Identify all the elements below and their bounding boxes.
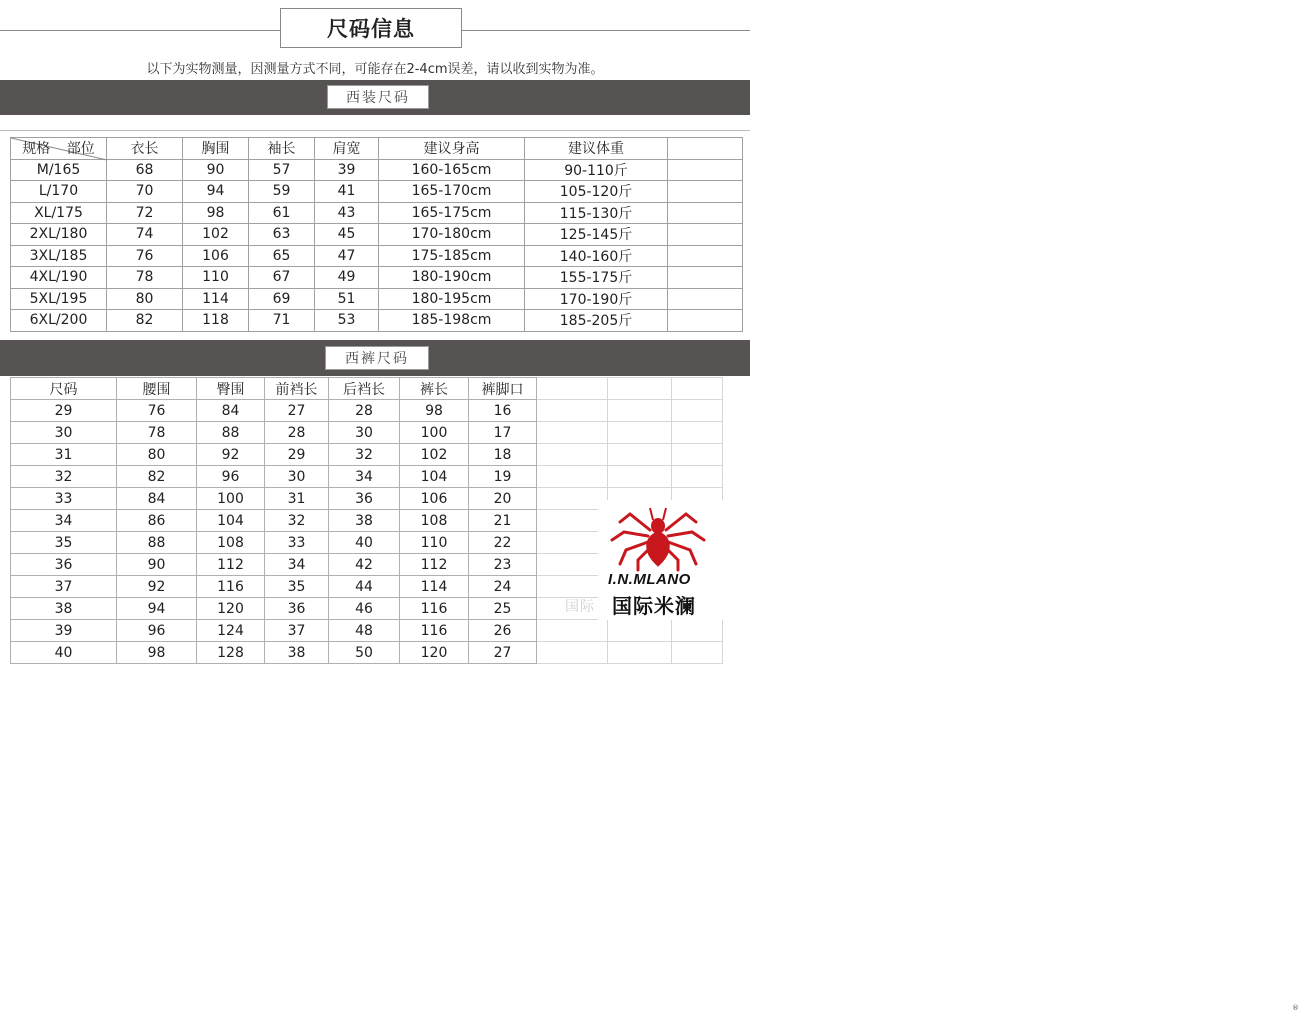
empty-cell bbox=[537, 488, 608, 510]
header-spec: 规格 bbox=[22, 141, 51, 158]
table-cell: 16 bbox=[469, 400, 537, 422]
table-row bbox=[11, 181, 743, 203]
table-cell: 69 bbox=[249, 288, 315, 310]
table-row bbox=[11, 245, 743, 267]
empty-cell bbox=[608, 400, 672, 422]
table-row bbox=[11, 642, 723, 664]
table-cell: 98 bbox=[117, 642, 197, 664]
table-cell: 124 bbox=[197, 620, 265, 642]
table-cell: 110 bbox=[183, 267, 249, 289]
table-cell: 29 bbox=[11, 400, 117, 422]
table-cell: 106 bbox=[183, 245, 249, 267]
table-cell: 94 bbox=[117, 598, 197, 620]
table-cell: 185-205斤 bbox=[525, 310, 668, 332]
table-cell: 165-170cm bbox=[379, 181, 525, 203]
table-cell: 30 bbox=[265, 466, 329, 488]
table-cell: 34 bbox=[11, 510, 117, 532]
header-height: 建议身高 bbox=[379, 138, 525, 160]
header-shoulder: 肩宽 bbox=[315, 138, 379, 160]
table-header-row bbox=[11, 378, 723, 400]
table-cell: 90 bbox=[117, 554, 197, 576]
empty-cell bbox=[537, 444, 608, 466]
empty-cell bbox=[672, 422, 723, 444]
empty-cell bbox=[537, 576, 608, 598]
table-cell: 92 bbox=[197, 444, 265, 466]
table-cell: 70 bbox=[107, 181, 183, 203]
empty-cell bbox=[672, 642, 723, 664]
empty-cell bbox=[608, 378, 672, 400]
table-cell: 84 bbox=[117, 488, 197, 510]
table-cell: 104 bbox=[197, 510, 265, 532]
table-cell: 53 bbox=[315, 310, 379, 332]
table-cell: 28 bbox=[329, 400, 400, 422]
table-cell: 5XL/195 bbox=[11, 288, 107, 310]
table-cell: 86 bbox=[117, 510, 197, 532]
table-cell: 116 bbox=[400, 620, 469, 642]
table-cell: 34 bbox=[265, 554, 329, 576]
table-cell: 116 bbox=[197, 576, 265, 598]
title-divider-right bbox=[462, 30, 750, 31]
header-hip: 臀围 bbox=[197, 378, 265, 400]
brand-name-cn: 国际米澜 bbox=[612, 594, 696, 618]
table-cell: 104 bbox=[400, 466, 469, 488]
table-cell: 100 bbox=[400, 422, 469, 444]
table-cell: 33 bbox=[265, 532, 329, 554]
table-cell: 22 bbox=[469, 532, 537, 554]
table-cell: 82 bbox=[117, 466, 197, 488]
table-cell: 98 bbox=[400, 400, 469, 422]
table-cell: 31 bbox=[11, 444, 117, 466]
table-cell: 36 bbox=[329, 488, 400, 510]
empty-cell bbox=[672, 444, 723, 466]
table-cell: 90-110斤 bbox=[525, 159, 668, 181]
table-cell: 106 bbox=[400, 488, 469, 510]
measurement-note: 以下为实物测量，因测量方式不同，可能存在2-4cm误差，请以收到实物为准。 bbox=[146, 62, 604, 77]
table-cell: 32 bbox=[329, 444, 400, 466]
table-cell: 28 bbox=[265, 422, 329, 444]
header-front-rise: 前裆长 bbox=[265, 378, 329, 400]
spider-logo-icon bbox=[598, 500, 723, 572]
table-cell: 185-198cm bbox=[379, 310, 525, 332]
table-cell: 27 bbox=[265, 400, 329, 422]
empty-cell bbox=[537, 400, 608, 422]
table-cell: 82 bbox=[107, 310, 183, 332]
table-cell: 39 bbox=[315, 159, 379, 181]
table-row bbox=[11, 422, 723, 444]
table-row bbox=[11, 267, 743, 289]
table-cell: 45 bbox=[315, 224, 379, 246]
spec-header-cell bbox=[11, 138, 107, 160]
table-cell: 80 bbox=[107, 288, 183, 310]
header-back-rise: 后裆长 bbox=[329, 378, 400, 400]
table-cell: 76 bbox=[107, 245, 183, 267]
table-cell: 51 bbox=[315, 288, 379, 310]
table-cell: 32 bbox=[265, 510, 329, 532]
table-cell: 180-190cm bbox=[379, 267, 525, 289]
table-cell: 26 bbox=[469, 620, 537, 642]
table-cell: 31 bbox=[265, 488, 329, 510]
table-row bbox=[11, 444, 723, 466]
table-cell: 63 bbox=[249, 224, 315, 246]
table-cell: 65 bbox=[249, 245, 315, 267]
empty-cell bbox=[668, 159, 743, 181]
table-cell: 88 bbox=[117, 532, 197, 554]
empty-cell bbox=[668, 245, 743, 267]
table-cell: 114 bbox=[183, 288, 249, 310]
table-cell: 30 bbox=[11, 422, 117, 444]
table-cell: L/170 bbox=[11, 181, 107, 203]
empty-cell bbox=[608, 620, 672, 642]
empty-cell bbox=[537, 378, 608, 400]
empty-cell bbox=[537, 642, 608, 664]
table-row bbox=[11, 202, 743, 224]
table-cell: 78 bbox=[107, 267, 183, 289]
empty-cell bbox=[537, 466, 608, 488]
title-divider-left bbox=[0, 30, 280, 31]
table-cell: 36 bbox=[265, 598, 329, 620]
table-cell: 120 bbox=[400, 642, 469, 664]
table-cell: 175-185cm bbox=[379, 245, 525, 267]
table-cell: 35 bbox=[11, 532, 117, 554]
header-weight: 建议体重 bbox=[525, 138, 668, 160]
empty-cell bbox=[608, 466, 672, 488]
table-cell: 170-190斤 bbox=[525, 288, 668, 310]
table-cell: 116 bbox=[400, 598, 469, 620]
table-cell: 47 bbox=[315, 245, 379, 267]
table-cell: 35 bbox=[265, 576, 329, 598]
table-cell: 165-175cm bbox=[379, 202, 525, 224]
table-cell: 25 bbox=[469, 598, 537, 620]
table-cell: 170-180cm bbox=[379, 224, 525, 246]
header-size: 尺码 bbox=[11, 378, 117, 400]
table-cell: 115-130斤 bbox=[525, 202, 668, 224]
table-cell: 38 bbox=[11, 598, 117, 620]
header-chest: 胸围 bbox=[183, 138, 249, 160]
table-cell: 40 bbox=[329, 532, 400, 554]
table-cell: 23 bbox=[469, 554, 537, 576]
empty-cell bbox=[537, 422, 608, 444]
table-row bbox=[11, 310, 743, 332]
empty-cell bbox=[672, 620, 723, 642]
table-cell: 100 bbox=[197, 488, 265, 510]
empty-cell bbox=[608, 642, 672, 664]
empty-cell bbox=[608, 422, 672, 444]
table-cell: M/165 bbox=[11, 159, 107, 181]
table-cell: 125-145斤 bbox=[525, 224, 668, 246]
table-cell: 39 bbox=[11, 620, 117, 642]
table-cell: 24 bbox=[469, 576, 537, 598]
table-cell: 108 bbox=[400, 510, 469, 532]
table-cell: 57 bbox=[249, 159, 315, 181]
header-sleeve: 袖长 bbox=[249, 138, 315, 160]
table-cell: 38 bbox=[265, 642, 329, 664]
table-cell: 41 bbox=[315, 181, 379, 203]
table-cell: 76 bbox=[117, 400, 197, 422]
suit-size-table bbox=[10, 137, 743, 332]
table-cell: 108 bbox=[197, 532, 265, 554]
table-header-row bbox=[11, 138, 743, 160]
table-cell: 42 bbox=[329, 554, 400, 576]
table-cell: 46 bbox=[329, 598, 400, 620]
table-cell: 112 bbox=[400, 554, 469, 576]
table-cell: 84 bbox=[197, 400, 265, 422]
suit-section-title: 西装尺码 bbox=[327, 85, 429, 109]
empty-cell bbox=[668, 202, 743, 224]
table-cell: 29 bbox=[265, 444, 329, 466]
table-cell: 88 bbox=[197, 422, 265, 444]
table-cell: 34 bbox=[329, 466, 400, 488]
registered-mark: ® bbox=[1292, 1004, 1299, 1012]
table-cell: 21 bbox=[469, 510, 537, 532]
table-cell: 36 bbox=[11, 554, 117, 576]
table-cell: 128 bbox=[197, 642, 265, 664]
table-cell: 3XL/185 bbox=[11, 245, 107, 267]
empty-cell bbox=[668, 181, 743, 203]
table-cell: 74 bbox=[107, 224, 183, 246]
table-cell: 105-120斤 bbox=[525, 181, 668, 203]
header-leg-opening: 裤脚口 bbox=[469, 378, 537, 400]
table-cell: 98 bbox=[183, 202, 249, 224]
table-cell: 155-175斤 bbox=[525, 267, 668, 289]
table-cell: 44 bbox=[329, 576, 400, 598]
table-cell: 96 bbox=[197, 466, 265, 488]
empty-cell bbox=[672, 400, 723, 422]
table-cell: 38 bbox=[329, 510, 400, 532]
table-cell: 71 bbox=[249, 310, 315, 332]
table-cell: 114 bbox=[400, 576, 469, 598]
table-cell: 17 bbox=[469, 422, 537, 444]
table-cell: 43 bbox=[315, 202, 379, 224]
table-cell: 72 bbox=[107, 202, 183, 224]
table-row bbox=[11, 159, 743, 181]
table-cell: 180-195cm bbox=[379, 288, 525, 310]
divider-line bbox=[0, 130, 750, 131]
table-cell: 50 bbox=[329, 642, 400, 664]
table-cell: 94 bbox=[183, 181, 249, 203]
table-row bbox=[11, 400, 723, 422]
table-cell: 102 bbox=[183, 224, 249, 246]
table-cell: 32 bbox=[11, 466, 117, 488]
table-cell: 33 bbox=[11, 488, 117, 510]
table-cell: 160-165cm bbox=[379, 159, 525, 181]
empty-cell bbox=[537, 554, 608, 576]
header-waist: 腰围 bbox=[117, 378, 197, 400]
table-cell: 37 bbox=[265, 620, 329, 642]
empty-cell bbox=[672, 466, 723, 488]
empty-cell bbox=[608, 444, 672, 466]
empty-cell bbox=[537, 620, 608, 642]
table-cell: 68 bbox=[107, 159, 183, 181]
table-cell: 2XL/180 bbox=[11, 224, 107, 246]
table-cell: 30 bbox=[329, 422, 400, 444]
table-cell: 120 bbox=[197, 598, 265, 620]
pants-section-title: 西裤尺码 bbox=[325, 346, 429, 370]
table-cell: 20 bbox=[469, 488, 537, 510]
table-cell: 18 bbox=[469, 444, 537, 466]
header-pants-length: 裤长 bbox=[400, 378, 469, 400]
table-cell: 80 bbox=[117, 444, 197, 466]
table-cell: 112 bbox=[197, 554, 265, 576]
brand-name-en: I.N.MLANO bbox=[608, 571, 691, 588]
table-row bbox=[11, 288, 743, 310]
empty-cell bbox=[537, 532, 608, 554]
table-cell: 92 bbox=[117, 576, 197, 598]
empty-cell bbox=[672, 378, 723, 400]
table-row bbox=[11, 224, 743, 246]
table-row bbox=[11, 466, 723, 488]
table-cell: 96 bbox=[117, 620, 197, 642]
header-length: 衣长 bbox=[107, 138, 183, 160]
table-cell: 37 bbox=[11, 576, 117, 598]
table-cell: 4XL/190 bbox=[11, 267, 107, 289]
table-cell: 140-160斤 bbox=[525, 245, 668, 267]
table-cell: 59 bbox=[249, 181, 315, 203]
table-cell: 40 bbox=[11, 642, 117, 664]
page-title: 尺码信息 bbox=[280, 8, 462, 48]
table-cell: 49 bbox=[315, 267, 379, 289]
empty-cell bbox=[668, 224, 743, 246]
table-cell: XL/175 bbox=[11, 202, 107, 224]
table-cell: 118 bbox=[183, 310, 249, 332]
table-cell: 67 bbox=[249, 267, 315, 289]
table-cell: 48 bbox=[329, 620, 400, 642]
table-cell: 110 bbox=[400, 532, 469, 554]
table-cell: 78 bbox=[117, 422, 197, 444]
watermark-text: 国际 bbox=[565, 599, 595, 615]
table-cell: 90 bbox=[183, 159, 249, 181]
table-row bbox=[11, 620, 723, 642]
empty-cell bbox=[668, 267, 743, 289]
empty-cell bbox=[668, 288, 743, 310]
table-cell: 27 bbox=[469, 642, 537, 664]
table-cell: 61 bbox=[249, 202, 315, 224]
header-part: 部位 bbox=[66, 141, 95, 158]
empty-cell bbox=[668, 310, 743, 332]
table-cell: 6XL/200 bbox=[11, 310, 107, 332]
table-cell: 102 bbox=[400, 444, 469, 466]
empty-cell bbox=[668, 138, 743, 160]
empty-cell bbox=[537, 510, 608, 532]
table-cell: 19 bbox=[469, 466, 537, 488]
